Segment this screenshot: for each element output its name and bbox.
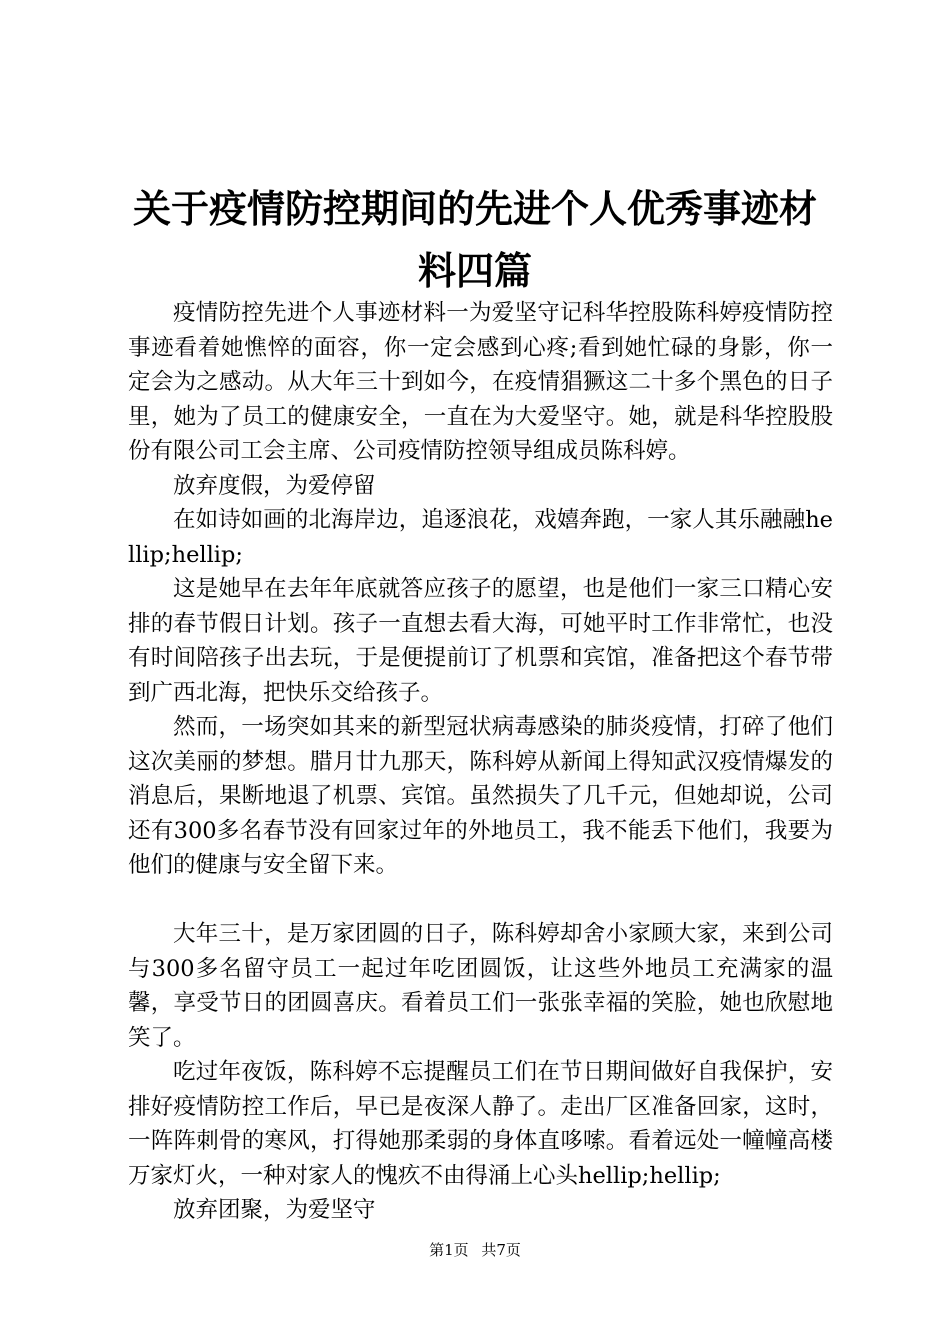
page-footer: [0, 1240, 950, 1260]
paragraph-after-dinner: 吃过年夜饭，陈科婷不忘提醒员工们在节日期间做好自我保护，安排好疫情防控工作后，早已是夜深人静了。走出厂区准备回家，这时，一阵阵刺骨的寒风，打得她那柔弱的身体直哆嗦。看着远处一幢幢高楼万家灯火，一种对家人的愧疚不由得涌上心头hellip;hellip;: [128, 1059, 833, 1189]
paragraph-epidemic: 然而，一场突如其来的新型冠状病毒感染的肺炎疫情，打碎了他们这次美丽的梦想。腊月廿九那天，陈科婷从新闻上得知武汉疫情爆发的消息后，果断地退了机票、宾馆。虽然损失了几千元，但她却说，公司还有300多名春节没有回家过年的外地员工，我不能丢下他们，我要为他们的健康与安全留下来。: [128, 714, 833, 878]
page-number: 第1页: [429, 1241, 469, 1259]
section-heading-vacation: 放弃度假，为爱停留: [173, 472, 376, 499]
paragraph-intro: 疫情防控先进个人事迹材料一为爱坚守记科华控股陈科婷疫情防控事迹看着她憔悴的面容，你一定会感到心疼;看到她忙碌的身影，你一定会为之感动。从大年三十到如今，在疫情猖獗这二十多个黑色的日子里，她为了员工的健康安全，一直在为大爱坚守。她，就是科华控股股份有限公司工会主席、公司疫情防控领导组成员陈科婷。: [128, 300, 833, 464]
section-heading-reunion: 放弃团聚，为爱坚守: [173, 1197, 376, 1223]
document-body: [128, 296, 833, 1228]
paragraph-beihai: 在如诗如画的北海岸边，追逐浪花，戏嬉奔跑，一家人其乐融融hellip;hellip;: [128, 507, 833, 568]
page-total: 共7页: [481, 1241, 521, 1259]
paragraph-new-year-eve: 大年三十，是万家团圆的日子，陈科婷却舍小家顾大家，来到公司与300多名留守员工一起过年吃团圆饭，让这些外地员工充满家的温馨，享受节日的团圆喜庆。看着员工们一张张幸福的笑脸，她也欣慰地笑了。: [128, 921, 833, 1051]
document-title: 关于疫情防控期间的先进个人优秀事迹材料四篇: [132, 187, 817, 293]
paragraph-holiday-plan: 这是她早在去年年底就答应孩子的愿望，也是他们一家三口精心安排的春节假日计划。孩子一直想去看大海，可她平时工作非常忙，也没有时间陪孩子出去玩，于是便提前订了机票和宾馆，准备把这个春节带到广西北海，把快乐交给孩子。: [128, 576, 833, 706]
